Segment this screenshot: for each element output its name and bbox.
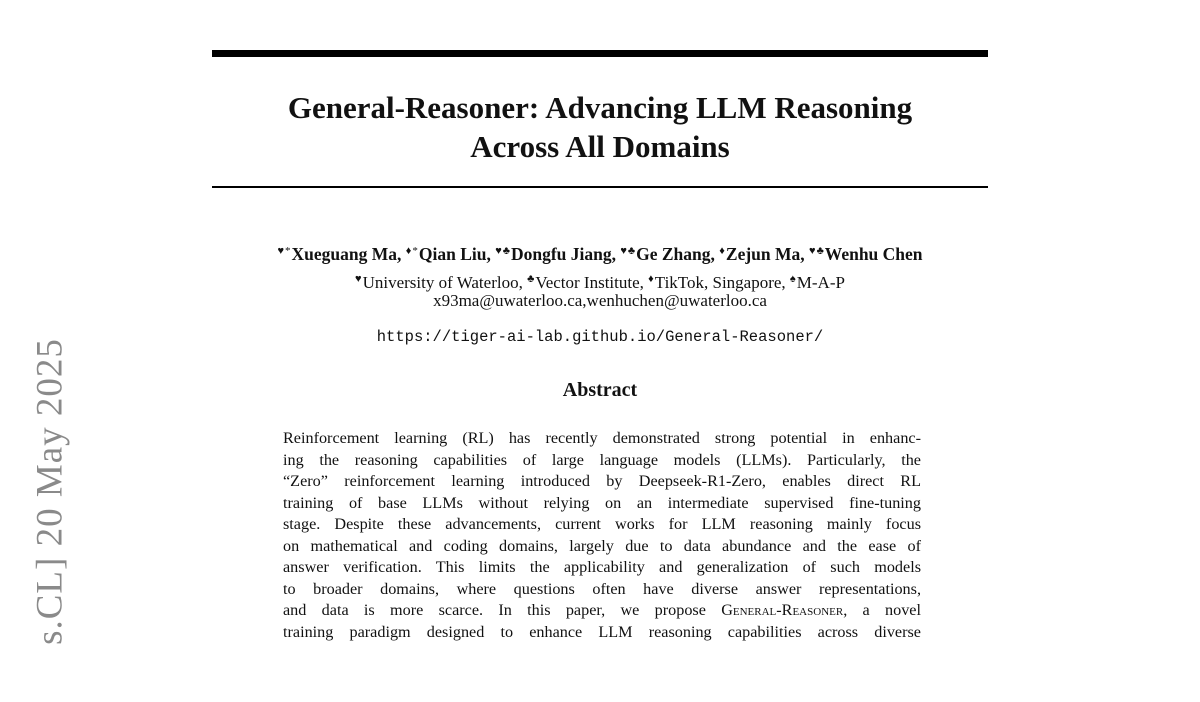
author-name: Dongfu Jiang,: [510, 244, 616, 264]
top-rule: [212, 50, 988, 57]
abstract-body: [283, 428, 921, 643]
abstract-line-tail: , a novel: [843, 601, 921, 619]
author-marks: ♦: [719, 245, 726, 257]
abstract-line: training paradigm designed to enhance LLM reasoning capabilities across diverse: [283, 622, 921, 641]
abstract-heading: Abstract: [562, 379, 638, 401]
author-name: Qian Liu,: [418, 244, 491, 264]
author-marks: ♥♣: [495, 245, 511, 257]
arxiv-sidebar-stamp: s.CL] 20 May 2025: [29, 338, 71, 645]
project-url[interactable]: https://tiger-ai-lab.github.io/General-Reasoner/: [376, 328, 824, 346]
affiliation-mark: ♦: [648, 273, 655, 285]
affiliation-name: M-A-P: [796, 273, 845, 292]
author-name: Wenhu Chen: [824, 244, 923, 264]
affiliation-mark: ♠: [789, 273, 797, 285]
author-name: Zejun Ma,: [725, 244, 805, 264]
author-marks: ♥♣: [809, 245, 825, 257]
abstract-line: stage. Despite these advancements, current works for LLM reasoning mainly focus: [283, 515, 921, 533]
title-rule: [212, 186, 988, 188]
abstract-line: on mathematical and coding domains, largely due to data abundance and the ease of: [283, 536, 921, 555]
abstract-line: “Zero” reinforcement learning introduced by Deepseek-R1-Zero, enables direct RL: [283, 472, 921, 490]
author-list: [180, 240, 1020, 265]
paper-title: [212, 88, 988, 166]
title-line-2: Across All Domains: [470, 129, 730, 164]
abstract-line: ing the reasoning capabilities of large language models (LLMs). Particularly, the: [283, 450, 921, 469]
affiliation-name: Vector Institute,: [535, 273, 644, 292]
abstract-line: to broader domains, where questions often have diverse answer representations,: [283, 579, 921, 598]
affiliation-name: TikTok, Singapore,: [654, 273, 786, 292]
abstract-line: training of base LLMs without relying on an intermediate supervised fine-tuning: [283, 493, 921, 512]
affiliation-mark: ♥: [355, 273, 363, 285]
abstract-line: answer verification. This limits the applicability and generalization of such models: [283, 558, 921, 576]
author-name: Ge Zhang,: [636, 244, 715, 264]
system-name: General-Reasoner: [721, 601, 844, 619]
author-marks: ♥♣: [620, 245, 637, 257]
title-line-1: General-Reasoner: Advancing LLM Reasoning: [287, 90, 913, 125]
author-name: Xueguang Ma,: [291, 244, 402, 264]
abstract-line: [283, 600, 921, 622]
abstract-line: Reinforcement learning (RL) has recently demonstrated strong potential in enhanc-: [283, 429, 921, 447]
author-marks: ♦*: [405, 245, 419, 257]
author-marks: ♥*: [277, 245, 292, 257]
contact-email: x93ma@uwaterloo.ca,wenhuchen@uwaterloo.ca: [433, 291, 767, 310]
affiliation-name: University of Waterloo,: [362, 273, 523, 292]
affiliation-mark: ♣: [527, 273, 536, 285]
abstract-line-head: and data is more scarce. In this paper, we propose: [283, 601, 722, 619]
